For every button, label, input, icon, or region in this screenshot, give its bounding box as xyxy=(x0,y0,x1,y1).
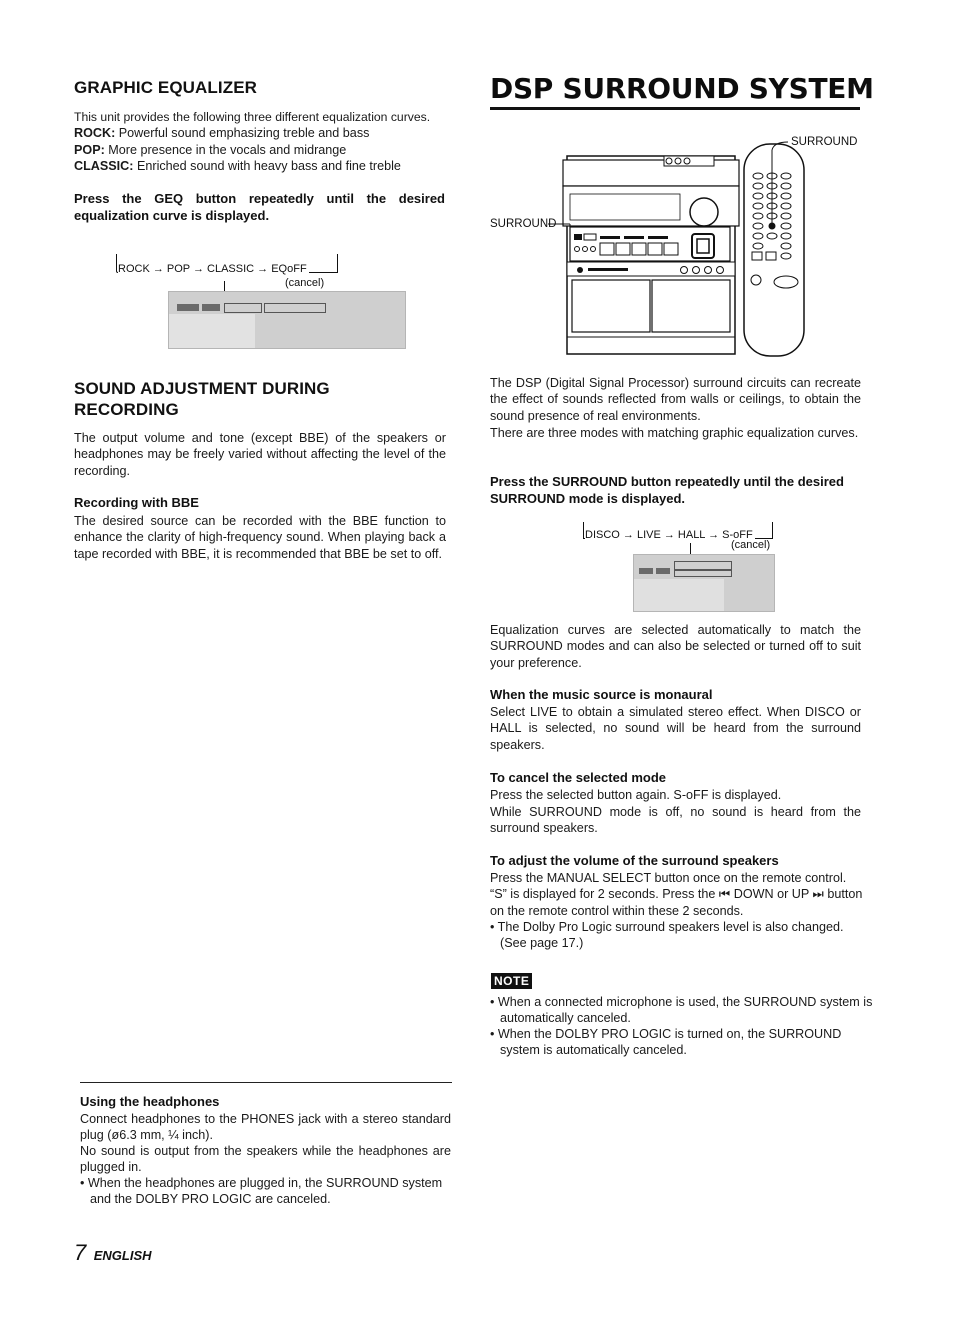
lcd-segment-icon xyxy=(177,304,199,311)
phones-divider xyxy=(80,1082,452,1083)
surround-button-highlight xyxy=(692,234,714,258)
geq-rock-label: ROCK: xyxy=(74,126,116,141)
rec-text: The output volume and tone (except BBE) of the speakers or headphones may be freely varied without affecting the level of the recording. xyxy=(74,431,446,478)
phones-heading: Using the headphones xyxy=(80,1094,220,1109)
bbe-text: The desired source can be recorded with the BBE function to enhance the clarity of high-frequency sound. When playing back a tape recorded with BBE, it is recommended that BBE be set to off. xyxy=(74,514,446,561)
lcd-segment-icon xyxy=(264,303,326,313)
geq-cancel-label: (cancel) xyxy=(285,277,325,289)
rec-heading-line1: SOUND ADJUSTMENT DURING xyxy=(74,379,330,398)
fig-label-remote-surround: SURROUND xyxy=(791,136,858,148)
cassette-deck-b xyxy=(652,280,730,332)
cancel-text1: Press the selected button again. S-oFF is displayed. xyxy=(490,788,782,802)
lcd-segment-icon xyxy=(656,568,670,574)
geq-lcd-display xyxy=(168,291,406,349)
geq-instruction: Press the GEQ button repeatedly until the desired equalization curve is displayed. xyxy=(74,191,445,223)
dsp-intro1: The DSP (Digital Signal Processor) surround circuits can recreate the effect of sounds reflected from walls or ceilings, to obtain the sound presence of real environments. xyxy=(490,376,861,423)
page-footer xyxy=(74,1242,152,1264)
note-item-1: • When a connected microphone is used, the SURROUND system is automatically canceled. xyxy=(490,995,873,1026)
volume-heading: To adjust the volume of the surround speakers xyxy=(490,853,779,868)
geq-pop-line xyxy=(74,142,450,158)
geq-classic-label: CLASSIC: xyxy=(74,159,134,174)
geq-intro-block xyxy=(74,109,450,175)
dsp-heading-rule xyxy=(490,107,860,110)
stereo-system-illustration xyxy=(488,132,862,360)
lcd-panel-light xyxy=(634,579,724,611)
rec-heading-line2: RECORDING xyxy=(74,400,179,419)
surround-lcd-display xyxy=(633,554,775,612)
geq-intro: This unit provides the following three different equalization curves. xyxy=(74,110,431,124)
fig-label-unit-surround: SURROUND xyxy=(490,218,557,230)
bbe-heading: Recording with BBE xyxy=(74,495,199,510)
geq-classic-line xyxy=(74,158,450,174)
geq-pop-label: POP: xyxy=(74,142,105,157)
volume-bullet: • The Dolby Pro Logic surround speakers level is also changed. (See page 17.) xyxy=(490,920,844,951)
geq-classic-text: Enriched sound with heavy bass and fine treble xyxy=(133,159,401,174)
lcd-segment-icon xyxy=(674,569,732,577)
page-language: ENGLISH xyxy=(93,1248,152,1263)
geq-rock-text: Powerful sound emphasizing treble and bass xyxy=(115,126,370,141)
lcd-panel-light xyxy=(169,314,255,348)
geq-heading: GRAPHIC EQUALIZER xyxy=(74,78,258,97)
cassette-deck-a xyxy=(572,280,650,332)
geq-pop-text: More presence in the vocals and midrange xyxy=(104,142,347,157)
dsp-instruction: Press the SURROUND button repeatedly until the desired SURROUND mode is displayed. xyxy=(490,474,844,506)
mono-text: Select LIVE to obtain a simulated stereo effect. When DISCO or HALL is selected, no sound will be heard from the surround speakers. xyxy=(490,705,861,752)
eq-text: Equalization curves are selected automatically to match the SURROUND modes and can also be selected or turned off to suit your preference. xyxy=(490,623,861,670)
page-number: 7 xyxy=(74,1240,87,1265)
volume-knob-icon xyxy=(690,198,718,226)
geq-sequence: ROCK → POP → CLASSIC → EQoFF xyxy=(118,263,307,275)
phones-bullet: • When the headphones are plugged in, the SURROUND system and the DOLBY PRO LOGIC are canceled. xyxy=(80,1176,443,1207)
cancel-heading: To cancel the selected mode xyxy=(490,770,667,785)
cancel-text2: While SURROUND mode is off, no sound is heard from the surround speakers. xyxy=(490,805,861,836)
phones-text1: Connect headphones to the PHONES jack with a stereo standard plug (ø6.3 mm, ¼ inch). xyxy=(80,1112,451,1143)
note-badge: NOTE xyxy=(491,973,532,989)
surround-cancel-label: (cancel) xyxy=(731,539,771,551)
dsp-heading: DSP SURROUND SYSTEM xyxy=(490,72,874,105)
dsp-intro2: There are three modes with matching graphic equalization curves. xyxy=(490,426,859,440)
mono-heading: When the music source is monaural xyxy=(490,687,713,702)
phones-text2: No sound is output from the speakers while the headphones are plugged in. xyxy=(80,1144,451,1175)
lcd-segment-icon xyxy=(639,568,653,574)
volume-text: Press the MANUAL SELECT button once on the remote control. “S” is displayed for 2 seconds. Press the ⏮ DOWN or UP ⏭ button on the remote control within these 2 seconds. xyxy=(490,871,863,918)
lcd-segment-icon xyxy=(224,303,262,313)
geq-rock-line xyxy=(74,125,450,141)
rec-heading xyxy=(74,378,330,420)
lcd-segment-icon xyxy=(202,304,220,311)
note-item-2: • When the DOLBY PRO LOGIC is turned on, the SURROUND system is automatically canceled. xyxy=(490,1027,842,1058)
surround-sequence: DISCO → LIVE → HALL → S-oFF xyxy=(585,529,753,541)
